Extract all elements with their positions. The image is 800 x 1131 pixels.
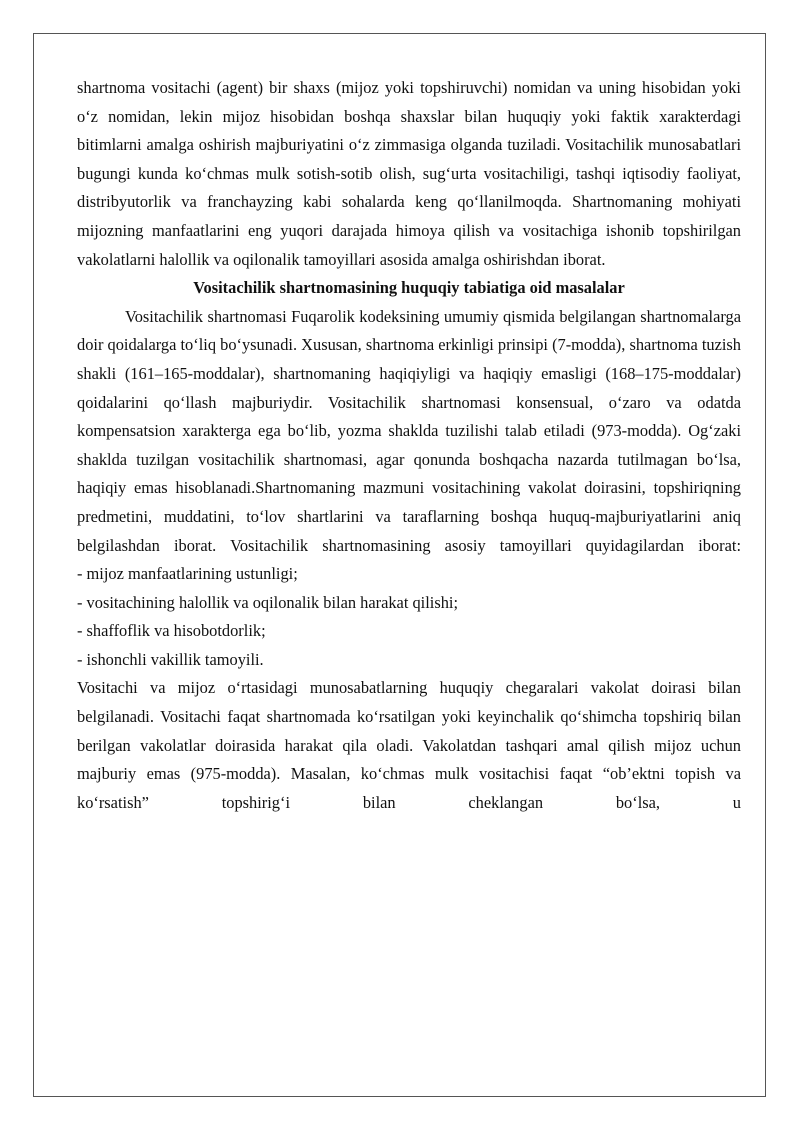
section-paragraph: Vositachilik shartnomasi Fuqarolik kodeksining umumiy qismida belgilangan shartnomalarga doir qoidalarga to‘liq bo‘ysunadi. Xususan, shartnoma erkinligi prinsipi (7-modda), shartnoma tuzish shakli (161–165-moddalar), shartnomaning haqiqiyligi va haqiqiy emasligi (168–175-moddalar) qoidalarini qo‘llash majburiydir. Vositachilik shartnomasi konsensual, o‘zaro va odatda kompensatsion xarakterga ega bo‘lib, yozma shaklda tuzilishi talab etiladi (973-modda). Og‘zaki shaklda tuzilgan vositachilik shartnomasi, agar qonunda boshqacha nazarda tutilmagan bo‘lsa, haqiqiy emas hisoblanadi.Shartnomaning mazmuni vositachining vakolat doirasini, topshiriqning predmetini, muddatini, to‘lov shartlarini va taraflarning boshqa huquq-majburiyatlarini aniq belgilashdan iborat. Vositachilik shartnomasining asosiy tamoyillari quyidagilardan iborat:	[77, 306, 741, 555]
principle-item-4: - ishonchli vakillik tamoyili.	[77, 649, 264, 669]
principle-item-3: - shaffoflik va hisobotdorlik;	[77, 621, 266, 641]
principle-item-2: - vositachining halollik va oqilonalik bilan harakat qilishi;	[77, 592, 459, 612]
intro-paragraph: shartnoma vositachi (agent) bir shaxs (mijoz yoki topshiruvchi) nomidan va uning hisobidan yoki o‘z nomidan, lekin mijoz hisobidan boshqa shaxslar bilan huquqiy yoki faktik xarakterdagi bitimlarni amalga oshirish majburiyatini o‘z zimmasiga olganda tuziladi. Vositachilik munosabatlari bugungi kunda ko‘chmas mulk sotish-sotib olish, sug‘urta vositachiligi, tashqi iqtisodiy faoliyat, distribyutorlik va franchayzing kabi sohalarda keng qo‘llanilmoqda. Shartnomaning mohiyati mijozning manfaatlarini eng yuqori darajada himoya qilish va vositachiga ishonib topshirilgan vakolatlarni halollik va oqilonalik tamoyillari asosida amalga oshirishdan iborat.	[77, 78, 741, 269]
document-body	[77, 74, 741, 817]
principle-item-1: - mijoz manfaatlarining ustunligi;	[77, 564, 298, 584]
section-heading: Vositachilik shartnomasining huquqiy tabiatiga oid masalalar	[193, 278, 625, 298]
closing-paragraph: Vositachi va mijoz o‘rtasidagi munosabatlarning huquqiy chegaralari vakolat doirasi bilan belgilanadi. Vositachi faqat shartnomada ko‘rsatilgan yoki keyinchalik qo‘shimcha topshiriq bilan berilgan vakolatlar doirasida harakat qila oladi. Vakolatdan tashqari amal qilish mijoz uchun majburiy emas (975-modda). Masalan, ko‘chmas mulk vositachisi faqat “ob’ektni topish va ko‘rsatish” topshirig‘i bilan cheklangan bo‘lsa, u	[77, 678, 741, 812]
